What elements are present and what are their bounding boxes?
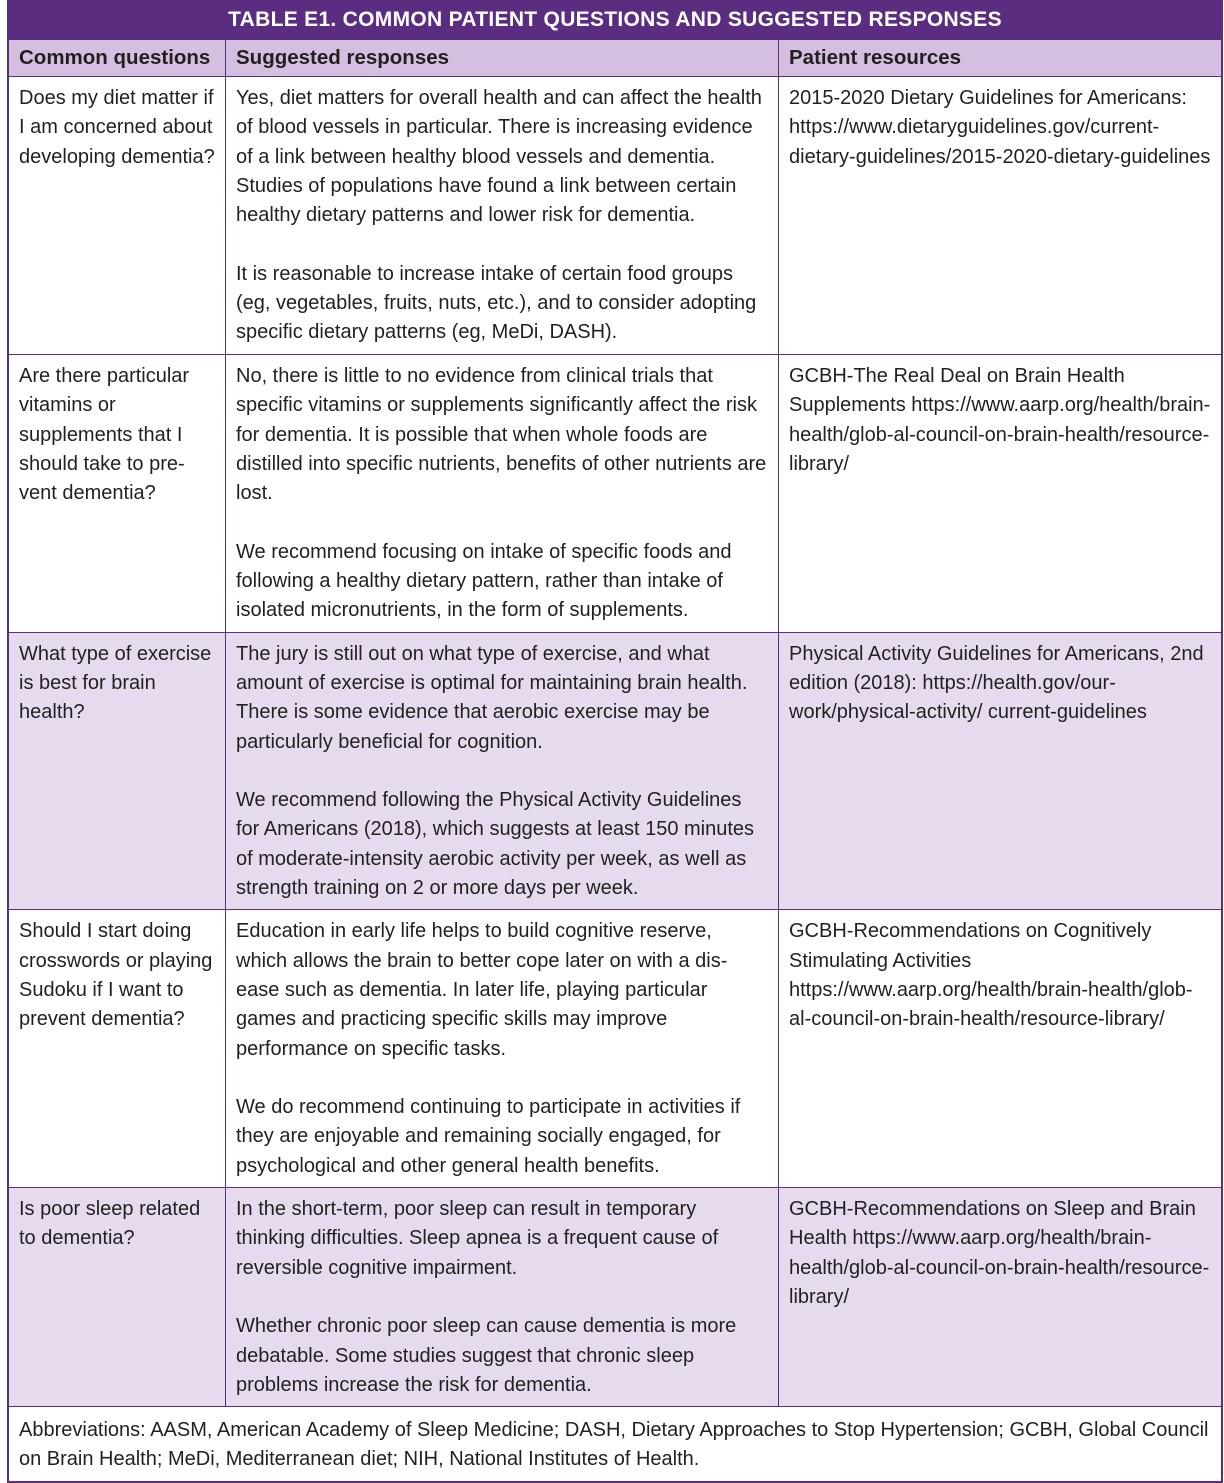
response-cell: [226, 632, 779, 910]
question-cell: Are there particular vitamins or supplements that I should take to pre-vent dementia?: [9, 355, 226, 633]
abbreviations-footnote: Abbreviations: AASM, American Academy of Sleep Medicine; DASH, Dietary Approaches to Stop Hypertension; GCBH, Global Council on Brain Health; MeDi, Mediterranean diet; NIH, National Institutes of Health.: [9, 1407, 1222, 1482]
resource-cell: GCBH-Recommendations on Sleep and Brain Health https://www.aarp.org/health/brain-health/glob-al-council-on-brain-health/resource-library/: [779, 1188, 1222, 1407]
header-row: [9, 40, 1222, 77]
column-header-resources: Patient resources: [779, 40, 1222, 77]
question-cell: What type of exercise is best for brain health?: [9, 632, 226, 910]
response-cell: [226, 77, 779, 355]
column-header-responses: Suggested responses: [226, 40, 779, 77]
resource-cell: GCBH-The Real Deal on Brain Health Supplements https://www.aarp.org/health/brain-health/glob-al-council-on-brain-health/resource-library/: [779, 355, 1222, 633]
response-cell: [226, 355, 779, 633]
response-cell: [226, 910, 779, 1188]
table-row: [9, 910, 1222, 1188]
table-title: TABLE E1. COMMON PATIENT QUESTIONS AND SUGGESTED RESPONSES: [8, 1, 1222, 39]
resource-cell: Physical Activity Guidelines for Americans, 2nd edition (2018): https://health.gov/our-work/physical-activity/ current-guidelines: [779, 632, 1222, 910]
response-cell: [226, 1188, 779, 1407]
response-paragraph: We do recommend continuing to participate in activities if they are enjoyable and remaining socially engaged, for psychological and other general health benefits.: [236, 1096, 741, 1177]
question-cell: Does my diet matter if I am concerned about developing dementia?: [9, 77, 226, 355]
table-row: [9, 1188, 1222, 1407]
response-paragraph: In the short-term, poor sleep can result in temporary thinking difficulties. Sleep apnea is a frequent cause of reversible cognitive impairment.: [236, 1198, 719, 1279]
column-header-questions: Common questions: [9, 40, 226, 77]
resource-cell: 2015-2020 Dietary Guidelines for Americans: https://www.dietaryguidelines.gov/current-dietary-guidelines/2015-2020-dietary-guidelines: [779, 77, 1222, 355]
question-cell: Should I start doing crosswords or playing Sudoku if I want to prevent dementia?: [9, 910, 226, 1188]
response-paragraph: We recommend following the Physical Activity Guidelines for Americans (2018), which suggests at least 150 minutes of moderate-intensity aerobic activity per week, as well as strength training on 2 or more days per week.: [236, 789, 755, 900]
response-paragraph: Education in early life helps to build cognitive reserve, which allows the brain to better cope later on with a dis-ease such as dementia. In later life, playing particular games and practicing specific skills may improve performance on specific tasks.: [236, 920, 728, 1060]
table-row: [9, 77, 1222, 355]
resource-cell: GCBH-Recommendations on Cognitively Stimulating Activities https://www.aarp.org/health/brain-health/glob-al-council-on-brain-health/resource-library/: [779, 910, 1222, 1188]
patient-questions-table: [8, 39, 1222, 1482]
table-row: [9, 355, 1222, 633]
response-paragraph: Yes, diet matters for overall health and can affect the health of blood vessels in particular. There is increasing evidence of a link between healthy blood vessels and dementia. Studies of populations have found a link between certain healthy dietary patterns and lower risk for dementia.: [236, 87, 762, 227]
footnote-row: [9, 1407, 1222, 1482]
response-paragraph: Whether chronic poor sleep can cause dementia is more debatable. Some studies suggest that chronic sleep problems increase the risk for dementia.: [236, 1315, 737, 1396]
question-cell: Is poor sleep related to dementia?: [9, 1188, 226, 1407]
response-paragraph: It is reasonable to increase intake of certain food groups (eg, vegetables, fruits, nuts, etc.), and to consider adopting specific dietary patterns (eg, MeDi, DASH).: [236, 262, 757, 344]
response-paragraph: We recommend focusing on intake of specific foods and following a healthy dietary pattern, rather than intake of isolated micronutrients, in the form of supplements.: [236, 540, 732, 622]
response-paragraph: The jury is still out on what type of exercise, and what amount of exercise is optimal for maintaining brain health. There is some evidence that aerobic exercise may be particularly beneficial for cognition.: [236, 642, 748, 753]
table-row: [9, 632, 1222, 910]
table-container: [7, 0, 1223, 1483]
response-paragraph: No, there is little to no evidence from clinical trials that specific vitamins or supplements significantly affect the risk for dementia. It is possible that when whole foods are distilled into specific nutrients, benefits of other nutrients are lost.: [236, 365, 767, 505]
